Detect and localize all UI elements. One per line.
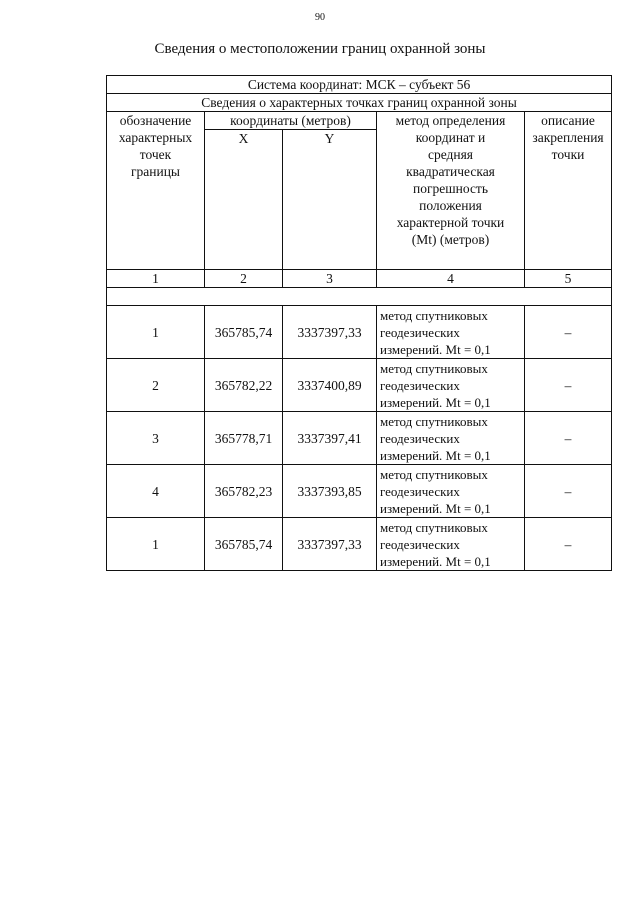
y-cell: 3337393,85 xyxy=(283,465,377,518)
header-line: характерной точки xyxy=(396,215,505,230)
point-cell: 3 xyxy=(107,412,205,465)
header-y: Y xyxy=(283,130,377,270)
method-line: измерений. Mt = 0,1 xyxy=(380,500,491,516)
header-description xyxy=(525,112,612,270)
section-heading-row: Сведения о характерных точках границ охранной зоны xyxy=(107,94,612,112)
point-cell: 2 xyxy=(107,359,205,412)
method-line: геодезических xyxy=(380,377,460,393)
header-line: описание xyxy=(541,113,595,128)
y-cell: 3337397,33 xyxy=(283,518,377,571)
method-line: измерений. Mt = 0,1 xyxy=(380,394,491,410)
table-row xyxy=(107,306,612,359)
x-cell: 365778,71 xyxy=(205,412,283,465)
header-point-designation xyxy=(107,112,205,270)
x-cell: 365782,22 xyxy=(205,359,283,412)
header-line: средняя xyxy=(427,147,474,162)
header-line: координат и xyxy=(415,130,486,145)
column-number: 5 xyxy=(525,270,612,288)
header-line: обозначение xyxy=(119,113,192,128)
method-line: метод спутниковых xyxy=(380,360,488,376)
column-number: 3 xyxy=(283,270,377,288)
point-cell: 4 xyxy=(107,465,205,518)
table-row xyxy=(107,465,612,518)
column-number: 4 xyxy=(377,270,525,288)
description-cell: – xyxy=(525,306,612,359)
header-line: погрешность xyxy=(412,181,488,196)
header-line: (Mt) (метров) xyxy=(411,232,490,247)
table-row xyxy=(107,412,612,465)
column-number-row xyxy=(107,270,612,288)
method-line: геодезических xyxy=(380,430,460,446)
method-line: геодезических xyxy=(380,324,460,340)
header-line: точки xyxy=(551,147,585,162)
table-row xyxy=(107,359,612,412)
header-method xyxy=(377,112,525,270)
description-cell: – xyxy=(525,412,612,465)
method-line: геодезических xyxy=(380,536,460,552)
header-line: положения xyxy=(419,198,482,213)
header-coordinates: координаты (метров) xyxy=(205,112,377,130)
method-cell xyxy=(377,518,525,571)
header-line: метод определения xyxy=(395,113,506,128)
description-cell: – xyxy=(525,359,612,412)
x-cell: 365785,74 xyxy=(205,518,283,571)
method-line: метод спутниковых xyxy=(380,307,488,323)
method-line: геодезических xyxy=(380,483,460,499)
method-cell xyxy=(377,306,525,359)
description-cell: – xyxy=(525,465,612,518)
method-line: измерений. Mt = 0,1 xyxy=(380,341,491,357)
header-line: границы xyxy=(130,164,181,179)
x-cell: 365782,23 xyxy=(205,465,283,518)
method-cell xyxy=(377,465,525,518)
page-number: 90 xyxy=(315,12,325,23)
x-cell: 365785,74 xyxy=(205,306,283,359)
method-cell xyxy=(377,359,525,412)
method-line: метод спутниковых xyxy=(380,466,488,482)
method-cell xyxy=(377,412,525,465)
column-number: 1 xyxy=(107,270,205,288)
y-cell: 3337397,33 xyxy=(283,306,377,359)
coordinate-system-row: Система координат: МСК – субъект 56 xyxy=(107,76,612,94)
empty-cell xyxy=(107,288,612,306)
y-cell: 3337400,89 xyxy=(283,359,377,412)
header-line: закрепления xyxy=(532,130,604,145)
y-cell: 3337397,41 xyxy=(283,412,377,465)
point-cell: 1 xyxy=(107,518,205,571)
boundary-points-table xyxy=(106,75,612,571)
empty-row xyxy=(107,288,612,306)
method-line: метод спутниковых xyxy=(380,519,488,535)
description-cell: – xyxy=(525,518,612,571)
method-line: метод спутниковых xyxy=(380,413,488,429)
method-line: измерений. Mt = 0,1 xyxy=(380,447,491,463)
table-row xyxy=(107,518,612,571)
header-line: точек xyxy=(139,147,172,162)
header-line: квадратическая xyxy=(406,164,495,179)
header-x: X xyxy=(205,130,283,270)
header-line: характерных xyxy=(118,130,193,145)
point-cell: 1 xyxy=(107,306,205,359)
document-title: Сведения о местоположении границ охранной зоны xyxy=(154,41,486,57)
method-line: измерений. Mt = 0,1 xyxy=(380,553,491,569)
column-number: 2 xyxy=(205,270,283,288)
